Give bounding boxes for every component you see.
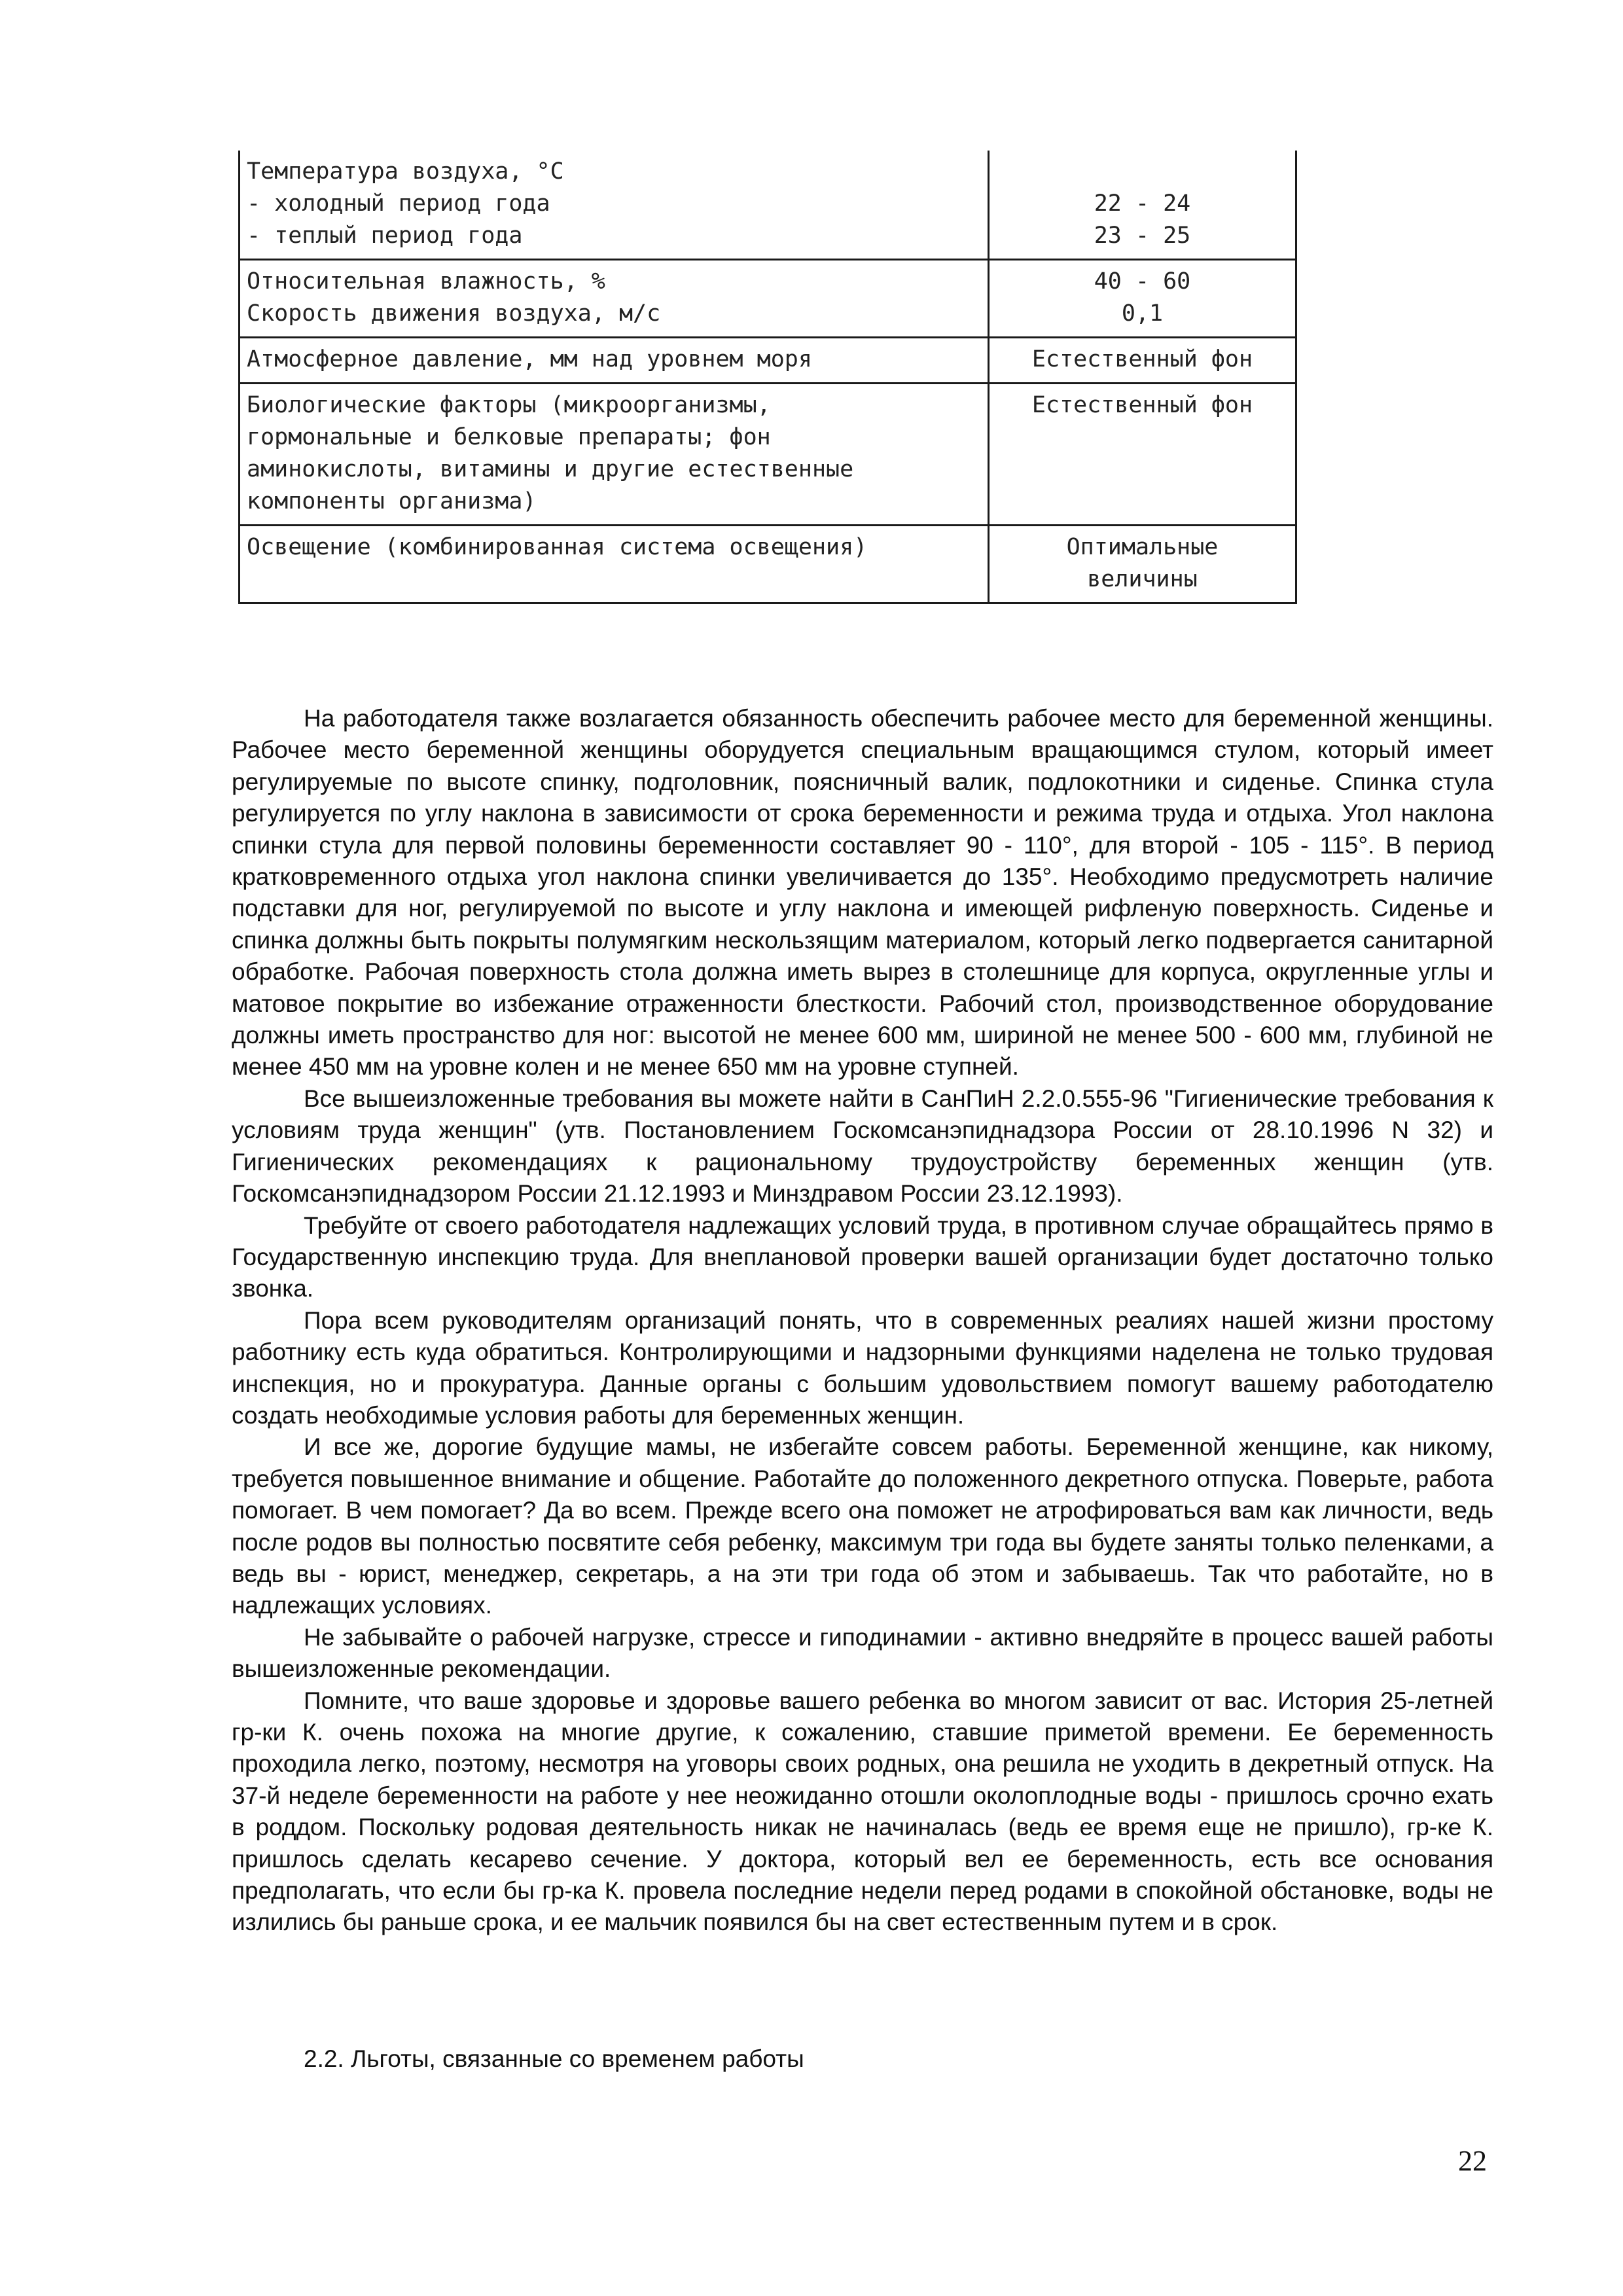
- table-row: [240, 151, 1296, 260]
- paragraph: Требуйте от своего работодателя надлежащих условий труда, в противном случае обращайтесь прямо в Государственную инспекцию труда. Для внеплановой проверки вашей организации будет достаточно только звонка.: [232, 1211, 1493, 1302]
- table-cell-value: 40 - 60 0,1: [989, 260, 1296, 338]
- paragraph: Помните, что ваше здоровье и здоровье вашего ребенка во многом зависит от вас. История 25-летней гр-ки К. очень похожа на многие другие, к сожалению, ставшие приметой времени. Ее беременность проходила легко, поэтому, несмотря на уговоры своих родных, она решила не уходить в декретный отпуск. На 37-й неделе беременности на работе у нее неожиданно отошли околоплодные воды - пришлось срочно ехать в роддом. Поскольку родовая деятельность никак не начиналась (ведь ее время еще не пришло), гр-ке К. пришлось сделать кесарево сечение. У доктора, который вел ее беременность, есть все основания предполагать, что если бы гр-ка К. провела последние недели перед родами в спокойной обстановке, воды не излились бы раньше срока, и ее мальчик появился бы на свет естественным путем и в срок.: [232, 1687, 1493, 1936]
- table-cell-value: 22 - 24 23 - 25: [989, 151, 1296, 260]
- body-text: [232, 703, 1493, 1939]
- table-cell-parameter: Биологические факторы (микроорганизмы, гормональные и белковые препараты; фон аминокислоты, витамины и другие естественные компоненты организма): [240, 384, 989, 526]
- table-cell-parameter: Атмосферное давление, мм над уровнем моря: [240, 338, 989, 384]
- paragraph: И все же, дорогие будущие мамы, не избегайте совсем работы. Беременной женщине, как никому, требуется повышенное внимание и общение. Работайте до положенного декретного отпуска. Поверьте, работа помогает. В чем помогает? Да во всем. Прежде всего она поможет не атрофироваться вам как личности, ведь после родов вы полностью посвятите себя ребенку, максимум три года вы будете заняты только пеленками, а ведь вы - юрист, менеджер, секретарь, а на эти три года об этом и забываешь. Так что работайте, но в надлежащих условиях.: [232, 1433, 1493, 1619]
- table-cell-value: Оптимальные величины: [989, 526, 1296, 603]
- conditions-table: [238, 151, 1297, 604]
- paragraph: Все вышеизложенные требования вы можете найти в СанПиН 2.2.0.555-96 "Гигиенические требования к условиям труда женщин" (утв. Постановлением Госкомсанэпиднадзора России от 28.10.1996 N 32) и Гигиенических рекомендациях к рациональному трудоустройству беременных женщин (утв. Госкомсанэпиднадзором России 21.12.1993 и Минздравом России 23.12.1993).: [232, 1085, 1493, 1208]
- page-number: 22: [1458, 2145, 1487, 2177]
- table-cell-value: Естественный фон: [989, 384, 1296, 526]
- table-cell-parameter: Освещение (комбинированная система освещения): [240, 526, 989, 603]
- table-row: [240, 526, 1296, 603]
- table-row: [240, 260, 1296, 338]
- table-row: [240, 384, 1296, 526]
- paragraph: Пора всем руководителям организаций понять, что в современных реалиях нашей жизни простому работнику есть куда обратиться. Контролирующими и надзорными функциями наделена не только трудовая инспекция, но и прокуратура. Данные органы с большим удовольствием помогут вашему работодателю создать необходимые условия работы для беременных женщин.: [232, 1306, 1493, 1429]
- table-cell-parameter: Относительная влажность, % Скорость движения воздуха, м/с: [240, 260, 989, 338]
- paragraph: Не забывайте о рабочей нагрузке, стрессе и гиподинамии - активно внедряйте в процесс вашей работы вышеизложенные рекомендации.: [232, 1623, 1493, 1683]
- paragraph: На работодателя также возлагается обязанность обеспечить рабочее место для беременной женщины. Рабочее место беременной женщины оборудуется специальным вращающимся стулом, который имеет регулируемые по высоте спинку, подголовник, поясничный валик, подлокотники и сиденье. Спинка стула регулируется по углу наклона в зависимости от срока беременности и режима труда и отдыха. Угол наклона спинки стула для первой половины беременности составляет 90 - 110°, для второй - 105 - 115°. В период кратковременного отдыха угол наклона спинки увеличивается до 135°. Необходимо предусмотреть наличие подставки для ног, регулируемой по высоте и углу наклона и имеющей рифленую поверхность. Сиденье и спинка должны быть покрыты полумягким нескользящим материалом, который легко подвергается санитарной обработке. Рабочая поверхность стола должна иметь вырез в столешнице для корпуса, округленные углы и матовое покрытие во избежание отраженности блесткости. Рабочий стол, производственное оборудование должны иметь пространство для ног: высотой не менее 600 мм, шириной не менее 500 - 600 мм, глубиной не менее 450 мм на уровне колен и не менее 650 мм на уровне ступней.: [232, 705, 1493, 1081]
- section-heading: 2.2. Льготы, связанные со временем работы: [304, 2045, 804, 2072]
- table-cell-parameter: Температура воздуха, °C - холодный период года - теплый период года: [240, 151, 989, 260]
- table-row: [240, 338, 1296, 384]
- table-cell-value: Естественный фон: [989, 338, 1296, 384]
